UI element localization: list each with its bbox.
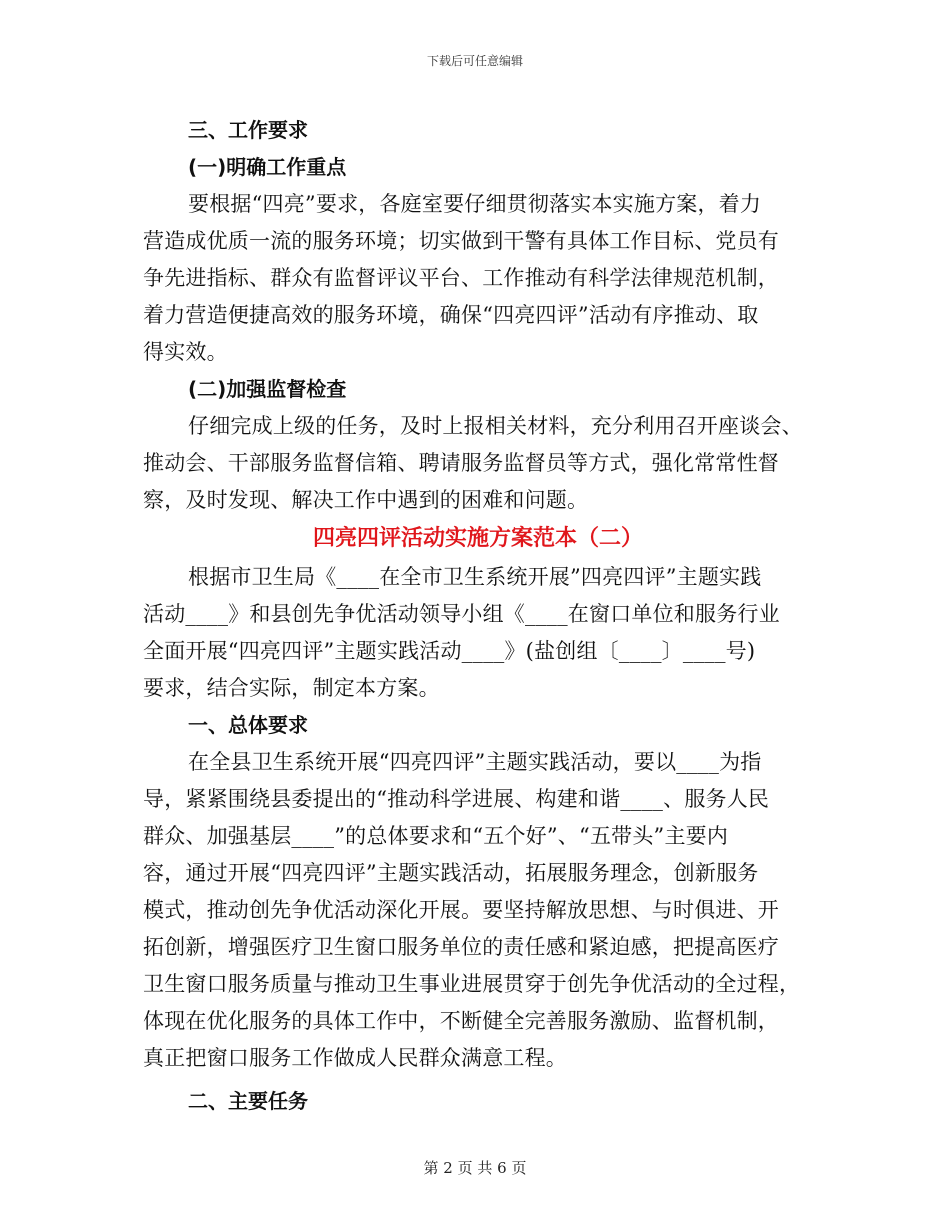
paragraph-line: 要求，结合实际，制定本方案。	[143, 676, 440, 700]
paragraph-line: 体现在优化服务的具体工作中，不断健全完善服务激励、监督机制，	[143, 1009, 779, 1033]
paragraph-strengthen-supervision	[143, 408, 813, 519]
paragraph-line: 活动____》和县创先争优活动领导小组《____在窗口单位和服务行业	[143, 602, 780, 626]
paragraph-line: 仔细完成上级的任务，及时上报相关材料，充分利用召开座谈会、	[188, 414, 803, 438]
paragraph-line: 真正把窗口服务工作做成人民群众满意工程。	[143, 1046, 567, 1070]
section-heading-overall-requirements: 一、总体要求	[188, 713, 308, 737]
paragraph-line: 容，通过开展“四亮四评”主题实践活动，拓展服务理念，创新服务	[143, 861, 759, 885]
section-heading-work-requirements: 三、工作要求	[188, 118, 308, 142]
paragraph-line: 导，紧紧围绕县委提出的“推动科学进展、构建和谐____、服务人民	[143, 787, 770, 811]
paragraph-line: 营造成优质一流的服务环境；切实做到干警有具体工作目标、党员有	[143, 229, 779, 253]
paragraph-intro	[143, 559, 813, 707]
paragraph-line: 群众、加强基层____”的总体要求和“五个好”、“五带头”主要内	[143, 824, 729, 848]
paragraph-line: 察，及时发现、解决工作中遇到的困难和问题。	[143, 488, 589, 512]
paragraph-line: 拓创新，增强医疗卫生窗口服务单位的责任感和紧迫感，把提高医疗	[143, 935, 779, 959]
page-number: 第 2 页 共 6 页	[423, 1159, 527, 1177]
section-heading-main-tasks: 二、主要任务	[188, 1089, 308, 1113]
document-body	[143, 112, 813, 1120]
subheading-clarify-focus: (一)明确工作重点	[188, 155, 347, 179]
paragraph-clarify-focus	[143, 186, 813, 371]
paragraph-line: 得实效。	[143, 340, 228, 364]
paragraph-line: 争先进指标、群众有监督评议平台、工作推动有科学法律规范机制，	[143, 266, 779, 290]
paragraph-line: 在全县卫生系统开展“四亮四评”主题实践活动，要以____为指	[188, 750, 762, 774]
document-title: 四亮四评活动实施方案范本（二）	[312, 526, 643, 551]
paragraph-line: 根据市卫生局《____在全市卫生系统开展”四亮四评”主题实践	[188, 565, 762, 589]
paragraph-line: 全面开展“四亮四评”主题实践活动____》(盐创组〔____〕____号)	[143, 639, 756, 663]
paragraph-line: 卫生窗口服务质量与推动卫生事业进展贯穿于创先争优活动的全过程，	[143, 972, 801, 996]
paragraph-line: 着力营造便捷高效的服务环境，确保“四亮四评”活动有序推动、取	[143, 303, 759, 327]
paragraph-line: 推动会、干部服务监督信箱、聘请服务监督员等方式，强化常常性督	[143, 451, 779, 475]
subheading-strengthen-supervision: (二)加强监督检查	[188, 377, 347, 401]
paragraph-line: 模式，推动创先争优活动深化开展。要坚持解放思想、与时俱进、开	[143, 898, 779, 922]
page-header-note: 下载后可任意编辑	[426, 54, 523, 68]
paragraph-line: 要根据“四亮”要求，各庭室要仔细贯彻落实本实施方案，着力	[188, 192, 762, 216]
paragraph-overall-requirements	[143, 744, 813, 1077]
